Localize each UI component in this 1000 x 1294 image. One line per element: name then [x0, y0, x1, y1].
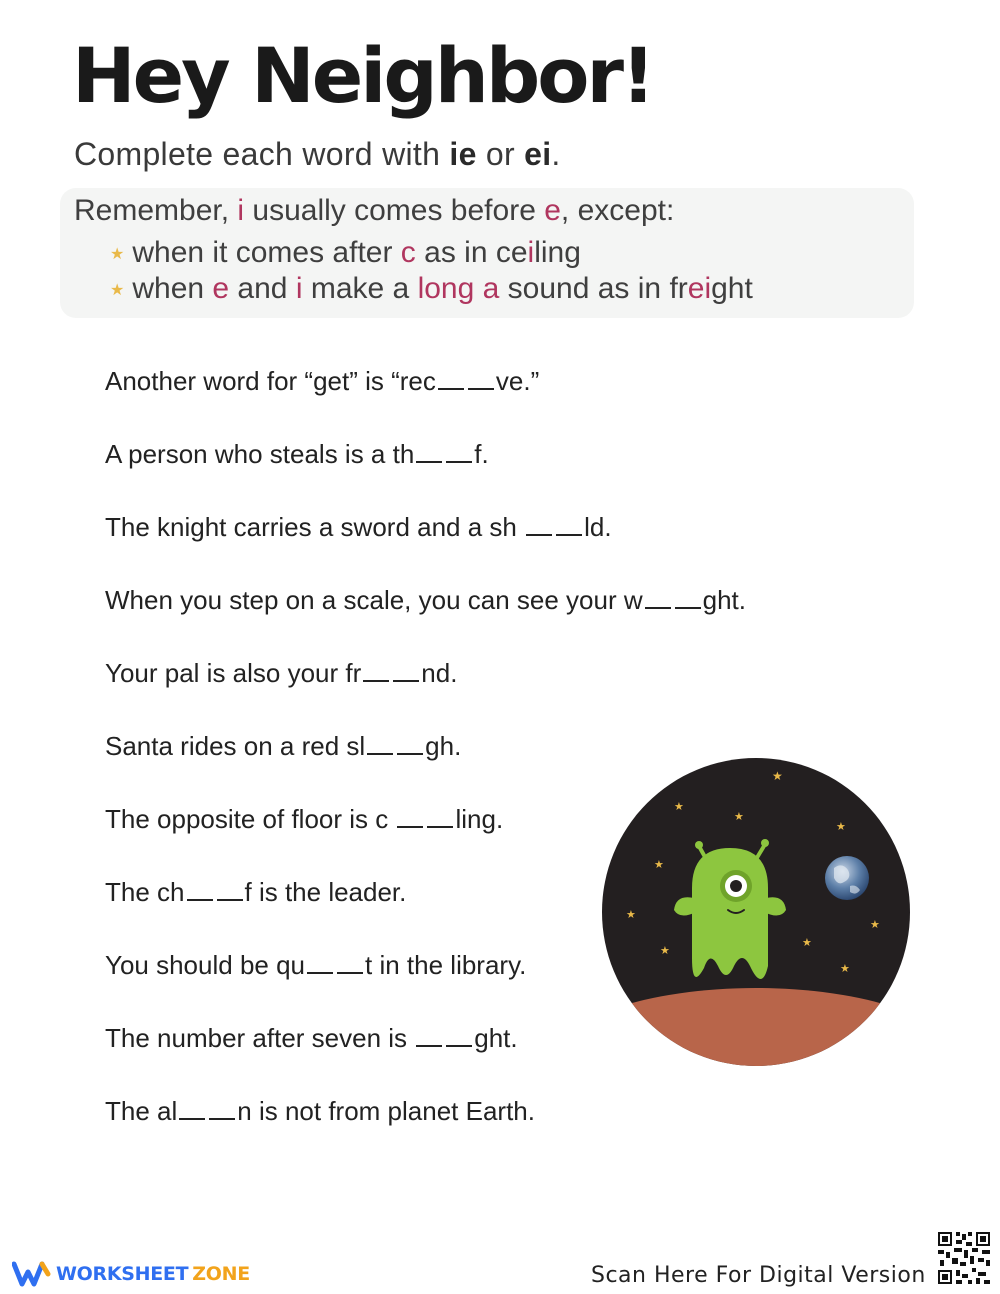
blank-1[interactable] — [645, 589, 671, 609]
question-6: Santa rides on a red sl gh. — [105, 731, 462, 761]
question-2: A person who steals is a th f. — [105, 439, 489, 469]
svg-text:★: ★ — [626, 909, 636, 921]
blank-1[interactable] — [526, 516, 552, 536]
question-10: The number after seven is ght. — [105, 1023, 518, 1053]
blank-1[interactable] — [397, 808, 423, 828]
question-9: You should be qu t in the library. — [105, 950, 527, 980]
question-7: The opposite of floor is c ling. — [105, 804, 504, 834]
worksheetzone-logo-icon — [12, 1260, 52, 1288]
blank-2[interactable] — [217, 881, 243, 901]
svg-text:★: ★ — [802, 937, 812, 949]
svg-text:★: ★ — [870, 919, 880, 931]
blank-1[interactable] — [307, 954, 333, 974]
blank-2[interactable] — [427, 808, 453, 828]
blank-1[interactable] — [187, 881, 213, 901]
rule-intro: Remember, i usually comes before e, except: — [74, 194, 675, 227]
blank-1[interactable] — [363, 662, 389, 682]
svg-text:★: ★ — [836, 821, 846, 833]
svg-text:★: ★ — [654, 859, 664, 871]
option-ie: ie — [449, 136, 477, 172]
rule-box — [60, 188, 914, 318]
blank-1[interactable] — [179, 1100, 205, 1120]
blank-2[interactable] — [337, 954, 363, 974]
blank-1[interactable] — [416, 1027, 442, 1047]
svg-text:★: ★ — [660, 945, 670, 957]
blank-1[interactable] — [367, 735, 393, 755]
svg-text:★: ★ — [674, 801, 684, 813]
blank-1[interactable] — [416, 443, 442, 463]
question-11: The al n is not from planet Earth. — [105, 1096, 535, 1126]
earth-icon — [825, 856, 869, 900]
blank-2[interactable] — [446, 1027, 472, 1047]
worksheetzone-logo[interactable]: WORKSHEET ZONE — [12, 1260, 250, 1288]
question-5: Your pal is also your fr nd. — [105, 658, 458, 688]
blank-2[interactable] — [468, 370, 494, 390]
page-title: Hey Neighbor! — [72, 31, 653, 120]
option-ei: ei — [524, 136, 552, 172]
star-bullet-icon: ★ — [110, 246, 125, 264]
question-1: Another word for “get” is “rec ve.” — [105, 366, 540, 396]
blank-2[interactable] — [393, 662, 419, 682]
blank-1[interactable] — [438, 370, 464, 390]
blank-2[interactable] — [446, 443, 472, 463]
svg-text:★: ★ — [840, 963, 850, 975]
question-4: When you step on a scale, you can see your w ght. — [105, 585, 747, 615]
star-bullet-icon: ★ — [110, 282, 125, 300]
blank-2[interactable] — [675, 589, 701, 609]
alien-space-illustration — [602, 758, 910, 1066]
qr-code[interactable] — [936, 1230, 992, 1286]
rule-exception-c: ★ when it comes after c as in ceiling — [110, 236, 581, 269]
planet-surface — [602, 988, 910, 1066]
instruction-text: Complete each word with ie or ei. — [74, 136, 561, 172]
svg-text:★: ★ — [772, 769, 783, 783]
svg-text:★: ★ — [734, 811, 744, 823]
blank-2[interactable] — [397, 735, 423, 755]
blank-2[interactable] — [209, 1100, 235, 1120]
blank-2[interactable] — [556, 516, 582, 536]
scan-instruction: Scan Here For Digital Version — [591, 1263, 926, 1288]
question-3: The knight carries a sword and a sh ld. — [105, 512, 612, 542]
question-8: The ch f is the leader. — [105, 877, 407, 907]
rule-exception-long-a: ★ when e and i make a long a sound as in freight — [110, 272, 753, 305]
